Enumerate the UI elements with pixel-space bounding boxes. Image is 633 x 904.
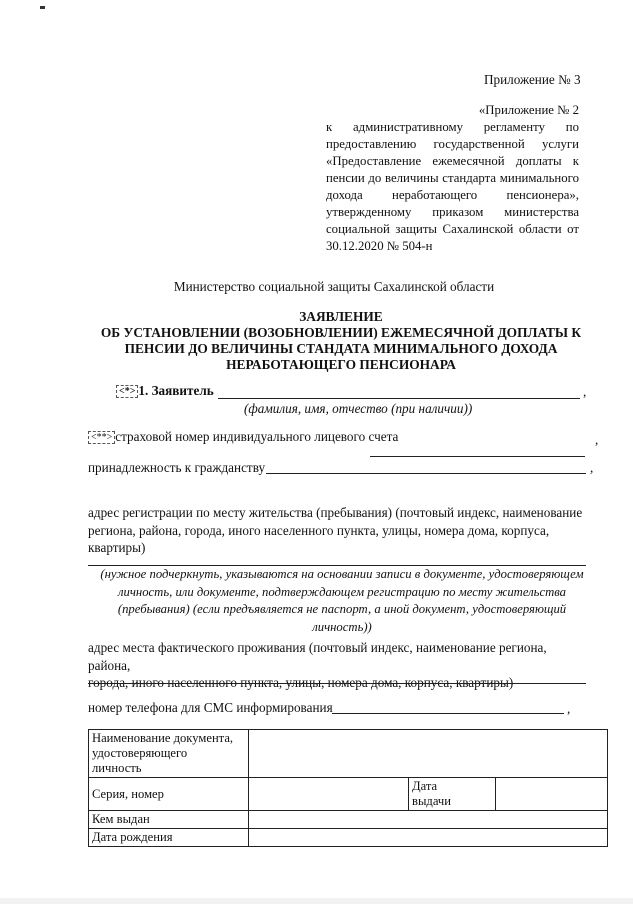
issue-date-label: выдачи <box>412 794 451 808</box>
appendix-ref-line: предоставлению государственной услуги <box>326 137 579 151</box>
title-line: НЕРАБОТАЮЩЕГО ПЕНСИОНАРА <box>226 357 456 372</box>
issue-date-label-cell <box>409 778 496 811</box>
citizenship-label: принадлежность к гражданству <box>88 460 266 475</box>
snils-row <box>88 429 398 445</box>
registration-line: квартиры) <box>88 540 146 555</box>
applicant-hint: (фамилия, имя, отчество (при наличии)) <box>244 401 473 416</box>
series-label-cell <box>89 778 249 811</box>
birth-date-value-cell[interactable] <box>249 829 608 847</box>
registration-note-line: личность, или документе, подтверждающем регистрацию по месту жительства <box>117 584 567 599</box>
issued-by-label: Кем выдан <box>92 812 150 826</box>
issued-by-value-cell[interactable] <box>249 811 608 829</box>
snils-input-line[interactable] <box>370 456 585 457</box>
series-label: Серия, номер <box>92 787 164 801</box>
citizenship-input-line[interactable] <box>266 473 586 474</box>
appendix-ref-line: к административному регламенту по <box>326 120 579 134</box>
applicant-row <box>116 383 214 399</box>
appendix-ref-last-line: 30.12.2020 № 504-н <box>326 239 433 253</box>
identity-document-table <box>88 729 608 847</box>
actual-address-input-line[interactable] <box>88 683 586 684</box>
table-row <box>89 730 608 778</box>
series-value-cell[interactable] <box>249 778 409 811</box>
snils-comma: , <box>595 432 599 447</box>
applicant-label: 1. Заявитель <box>138 383 214 398</box>
table-row <box>89 829 608 847</box>
registration-address-text <box>88 504 586 557</box>
actual-address-line: адрес места фактического проживания (почтовый индекс, наименование региона, района, <box>88 640 547 673</box>
actual-address-line: города, иного населенного пункта, улицы, номера дома, корпуса, квартиры) <box>88 675 514 690</box>
doc-name-label-cell <box>89 730 249 778</box>
doc-name-value-cell[interactable] <box>249 730 608 778</box>
document-title <box>80 309 602 373</box>
appendix-label: Приложение № 3 <box>484 72 581 87</box>
page-bottom-edge <box>0 898 633 904</box>
footnote-marker-double: <**> <box>88 431 115 444</box>
appendix-ref-line: «Предоставление ежемесячной доплаты к <box>326 154 579 168</box>
appendix-ref-line: дохода неработающего пенсионера», <box>326 188 579 202</box>
table-row <box>89 811 608 829</box>
table-row <box>89 778 608 811</box>
title-line: ОБ УСТАНОВЛЕНИИ (ВОЗОБНОВЛЕНИИ) ЕЖЕМЕСЯЧНОЙ ДОПЛАТЫ К <box>100 325 582 340</box>
phone-comma: , <box>567 701 571 716</box>
appendix-ref-line: пенсии до величины стандарта минимального <box>326 171 579 185</box>
doc-name-label: Наименование документа, <box>92 731 234 745</box>
registration-line: региона, района, города, иного населенного пункта, улицы, номера дома, корпуса, <box>88 522 550 538</box>
registration-note-line: (нужное подчеркнуть, указываются на основании записи в документе, удостоверяющем <box>100 567 584 581</box>
issue-date-label: Дата <box>412 779 438 793</box>
ministry-name: Министерство социальной защиты Сахалинской области <box>173 279 495 294</box>
doc-name-label: удостоверяющего <box>92 746 188 760</box>
appendix-ref-line: социальной защиты Сахалинской области от <box>326 222 579 236</box>
phone-input-line[interactable] <box>332 713 564 714</box>
snils-label: страховой номер индивидуального лицевого счета <box>115 429 399 444</box>
appendix-reference <box>326 102 579 255</box>
issued-by-label-cell <box>89 811 249 829</box>
scan-artifact <box>40 6 45 9</box>
title-line: ЗАЯВЛЕНИЕ <box>299 309 383 324</box>
title-line: ПЕНСИИ ДО ВЕЛИЧИНЫ СТАНДАТА МИНИМАЛЬНОГО ДОХОДА <box>124 341 558 356</box>
issue-date-value-cell[interactable] <box>496 778 608 811</box>
applicant-comma: , <box>583 384 587 399</box>
registration-note <box>88 566 596 636</box>
footnote-marker-single: <*> <box>116 385 138 398</box>
birth-date-label-cell <box>89 829 249 847</box>
registration-note-line: (пребывания) (если предъявляется не паспорт, а иной документ, удостоверяющий <box>117 602 567 616</box>
birth-date-label: Дата рождения <box>92 830 173 844</box>
appendix-ref-first-line: «Приложение № 2 <box>478 103 579 117</box>
phone-label: номер телефона для СМС информирования <box>88 700 333 715</box>
appendix-ref-line: утвержденному приказом министерства <box>326 205 579 219</box>
citizenship-comma: , <box>590 460 594 475</box>
registration-line: адрес регистрации по месту жительства (пребывания) (почтовый индекс, наименование <box>88 505 583 520</box>
doc-name-label: личность <box>92 761 142 775</box>
applicant-input-line[interactable] <box>218 398 580 399</box>
registration-note-line: личность)) <box>312 619 372 634</box>
